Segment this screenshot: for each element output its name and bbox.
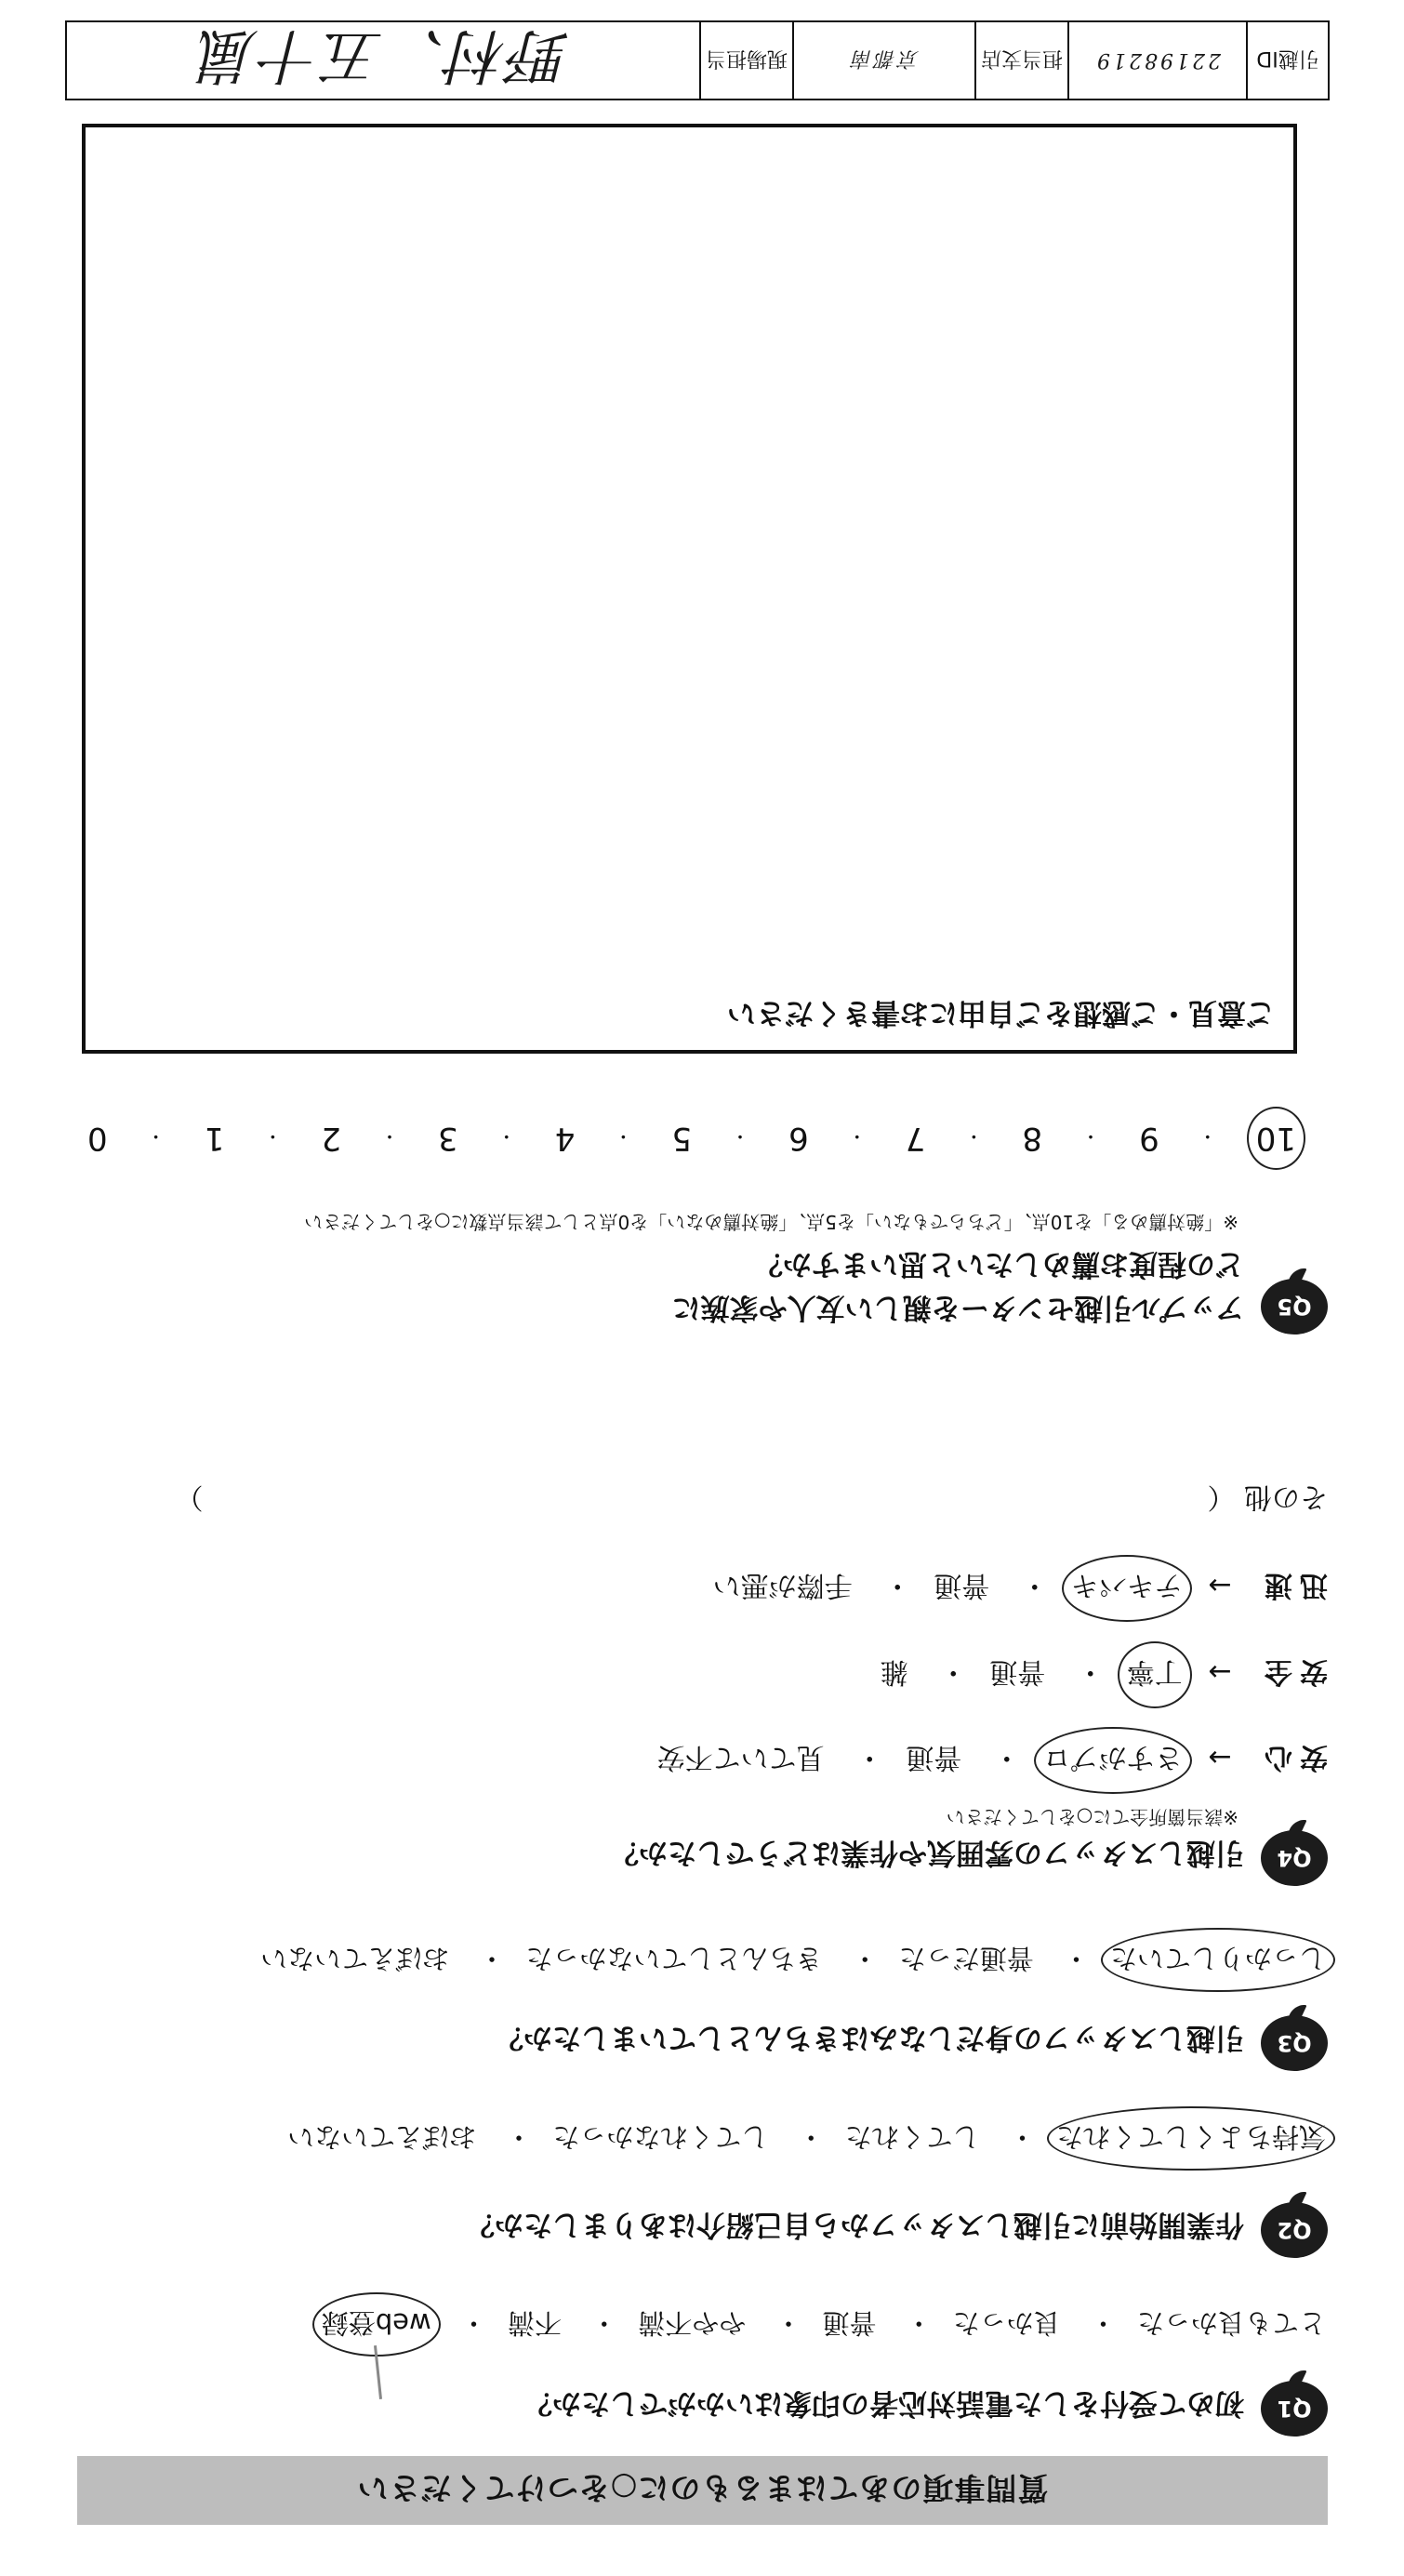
- q5-score-selected[interactable]: 10: [1255, 1120, 1296, 1157]
- q5-score[interactable]: 1: [204, 1120, 225, 1157]
- q5-score[interactable]: 7: [905, 1120, 926, 1157]
- q4-option[interactable]: 見ていて不安: [656, 1741, 825, 1773]
- staff-label: 現場担当: [699, 22, 792, 99]
- branch-label: 担当支店: [974, 22, 1067, 99]
- q2-question: 作業開始前に引越しスタッフから自己紹介はありましたか？: [466, 2208, 1244, 2241]
- q1-options: とても良かった・ 良かった・ 普通・ やや不満・ 不満・ web登録: [322, 2305, 1326, 2344]
- q2-option[interactable]: してくれた: [844, 2121, 980, 2153]
- arrow-icon: →: [1208, 1655, 1232, 1688]
- comment-box[interactable]: [82, 124, 1297, 1054]
- instructions-bar: 質問事項のあてはまるものに○をつけてください: [77, 2456, 1328, 2525]
- q5-badge: Q5: [1261, 1279, 1328, 1334]
- q3-badge: Q3: [1261, 2015, 1328, 2071]
- comment-title: ご意見・ご感想をご自由にお書きください: [727, 996, 1275, 1029]
- header-table: [65, 20, 1330, 100]
- q1-question: 初めて受付をした電話対応者の印象はいかがでしたか？: [523, 2386, 1244, 2420]
- q1-option[interactable]: やや不満: [638, 2307, 747, 2339]
- move-id-value: 22198219: [1067, 22, 1246, 99]
- q5-score[interactable]: 3: [438, 1120, 458, 1157]
- q3-option[interactable]: きちんとしていなかった: [525, 1943, 823, 1974]
- q5-score[interactable]: 0: [87, 1120, 108, 1157]
- move-id-label: 引越ID: [1246, 22, 1328, 99]
- q5-score-scale: 10 ・ 9 ・ 8 ・ 7 ・ 6 ・ 5 ・ 4 ・ 3 ・ 2 ・ 1 ・ 0: [87, 1120, 1296, 1157]
- q4-other-open-paren: （: [1207, 1481, 1236, 1513]
- q4-other-row: [175, 1480, 1328, 1520]
- q4-row-label: 安心: [1257, 1741, 1328, 1773]
- q1-option[interactable]: とても良かった: [1136, 2307, 1326, 2339]
- q1-option[interactable]: 不満: [507, 2307, 562, 2339]
- arrow-icon: →: [1208, 1741, 1232, 1773]
- arrow-icon: →: [1208, 1569, 1232, 1601]
- q3-question: 引越しスタッフの身だしなみはきちんとしていましたか？: [495, 2021, 1244, 2054]
- q4-row-jinsoku: 迅速 → テキパキ・ 普通・ 手際が悪い: [713, 1568, 1328, 1609]
- q1-option-selected[interactable]: web登録: [322, 2305, 431, 2344]
- q5-note: ※「絶対薦める」を10点、「どちらでもない」を5点、「絶対薦めない」を0点として該当点数に○をしてください: [304, 1211, 1238, 1233]
- q5-question-line2: どの程度お薦めしたいと思いますか？: [754, 1247, 1244, 1281]
- q2-badge: Q2: [1261, 2202, 1328, 2258]
- q4-option-selected[interactable]: 丁寧: [1127, 1654, 1183, 1695]
- q4-option-selected[interactable]: さすがプロ: [1043, 1740, 1183, 1781]
- q4-option[interactable]: 普通: [989, 1655, 1046, 1688]
- q3-option[interactable]: 普通だった: [898, 1943, 1034, 1974]
- q5-score[interactable]: 2: [321, 1120, 341, 1157]
- q4-option[interactable]: 手際が悪い: [712, 1569, 853, 1601]
- q4-badge: Q4: [1261, 1830, 1328, 1886]
- q1-badge: Q1: [1261, 2381, 1328, 2437]
- q2-option-selected[interactable]: 気持ちよくしてくれた: [1056, 2119, 1326, 2158]
- q4-note: ※該当箇所全てに○をしてください: [946, 1806, 1238, 1828]
- q3-option-selected[interactable]: しっかりしていた: [1110, 1941, 1326, 1979]
- q1-option[interactable]: 普通: [822, 2307, 877, 2339]
- q4-row-label: 安全: [1257, 1655, 1328, 1688]
- q5-score[interactable]: 4: [554, 1120, 576, 1157]
- q5-score[interactable]: 5: [671, 1120, 693, 1157]
- q5-score[interactable]: 8: [1022, 1120, 1043, 1157]
- q4-row-anzen: 安全 → 丁寧・ 普通・ 雑: [881, 1654, 1328, 1695]
- q4-option[interactable]: 普通: [934, 1569, 990, 1601]
- q5-score[interactable]: 9: [1139, 1120, 1159, 1157]
- q2-option[interactable]: してくれなかった: [552, 2121, 769, 2153]
- q4-option[interactable]: 普通: [906, 1741, 962, 1773]
- q3-option[interactable]: おぼえていない: [260, 1943, 450, 1974]
- q5-score[interactable]: 6: [788, 1120, 809, 1157]
- q4-question: 引越しスタッフの雰囲気や作業はどうでしたか？: [610, 1836, 1244, 1869]
- q4-option-selected[interactable]: テキパキ: [1071, 1568, 1183, 1609]
- staff-value: 野村、五十嵐: [196, 20, 570, 89]
- q1-option[interactable]: 良かった: [952, 2307, 1061, 2339]
- q4-row-label: 迅速: [1257, 1569, 1328, 1601]
- q4-option[interactable]: 雑: [880, 1655, 908, 1688]
- q4-row-anshin: 安心 → さすがプロ・ 普通・ 見ていて不安: [657, 1740, 1328, 1781]
- q4-other-close-paren: ）: [175, 1481, 204, 1513]
- branch-value: 京都南: [792, 22, 974, 99]
- q3-options: しっかりしていた・ 普通だった・ きちんとしていなかった・ おぼえていない: [260, 1941, 1326, 1979]
- q4-other-label: その他: [1244, 1481, 1328, 1513]
- q5-question-line1: アップル引越センターを親しい友人や家族に: [671, 1291, 1244, 1324]
- q2-option[interactable]: おぼえていない: [287, 2121, 477, 2153]
- q2-options: 気持ちよくしてくれた・ してくれた・ してくれなかった・ おぼえていない: [287, 2119, 1326, 2158]
